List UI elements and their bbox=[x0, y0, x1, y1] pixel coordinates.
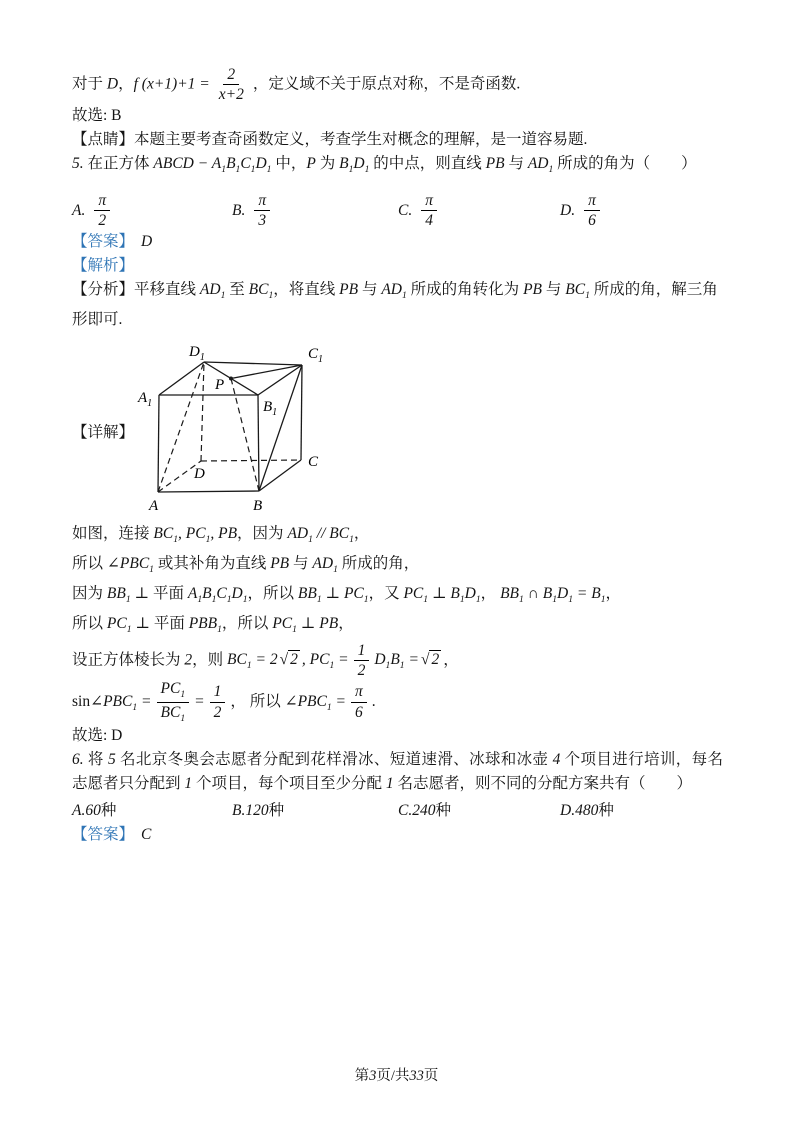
q5-option-c bbox=[398, 192, 560, 230]
q5-analysis: 【分析】平移直线 $AD_1$ 至 $BC_1$，将直线 PB 与 $AD_1$ 所成的角转化为 PB 与 $BC_1$ 所成的角，解三角形即可. bbox=[72, 280, 718, 328]
point-p-dot bbox=[229, 376, 233, 380]
answer-choice-b: 故选: B bbox=[72, 106, 122, 124]
q5-answer-row bbox=[72, 230, 723, 254]
q6-options bbox=[72, 799, 723, 823]
q5-solution-line-1: 如图，连接 $BC_1$, $PC_1$, PB，因为 $AD_1 // BC_1$， bbox=[72, 524, 370, 545]
conclusion-line-d: 对于 D，f (x+1)+1 = $\frac{2}{x+2}$ ，定义域不关于原点对称，不是奇函数. bbox=[72, 66, 521, 104]
q5-solution-line-6: $\sin\angle PBC_1$ = $\frac{PC_1}{BC_1}$ = $\frac{1}{2}$ ， 所以 $\angle PBC_1$ = $\frac{\pi}{6}$ . bbox=[72, 679, 376, 724]
q5-answer-label: 【答案】 bbox=[72, 232, 135, 250]
q5-option-d bbox=[560, 192, 723, 230]
q5-detail-label: 【详解】 bbox=[72, 423, 135, 441]
q5-option-a-fraction: $\frac{\pi}{2}$ bbox=[94, 192, 110, 230]
cube-hidden-edges bbox=[158, 362, 301, 492]
q5-option-b bbox=[232, 192, 398, 230]
q6-answer-label: 【答案】 bbox=[72, 826, 135, 844]
q6-option-b: B. 120 种 bbox=[232, 802, 285, 820]
q5-stem: 5. 在正方体 ABCD − $A_1B_1C_1D_1$ 中，P 为 $B_1D_1$ 的中点，则直线 PB 与 $AD_1$ 所成的角为（ ） bbox=[72, 154, 697, 175]
q5-options bbox=[72, 192, 723, 230]
figure-label-d: D bbox=[194, 465, 205, 482]
figure-label-c: C bbox=[308, 453, 319, 470]
q6-option-d: D. 480 种 bbox=[560, 802, 614, 820]
page-footer: 第3页/共33页 bbox=[354, 1068, 439, 1084]
q5-option-d-label: D. bbox=[560, 201, 576, 219]
q6-option-a: A. 60 种 bbox=[72, 802, 117, 820]
figure-label-b1: $B_1$ bbox=[263, 398, 278, 418]
q5-option-a-label: A. bbox=[72, 201, 86, 219]
q5-option-b-fraction: $\frac{\pi}{3}$ bbox=[254, 192, 270, 230]
q6-answer-value: C bbox=[141, 826, 152, 844]
q5-option-c-label: C. bbox=[398, 201, 413, 219]
q5-choice: 故选: D bbox=[72, 727, 123, 745]
cube-solid-edges bbox=[158, 362, 302, 492]
tip-note: 【点睛】本题主要考查奇函数定义，考查学生对概念的理解，是一道容易题. bbox=[72, 130, 588, 148]
q5-solution-line-2: 所以 $\angle PBC_1$ 或其补角为直线 PB 与 $AD_1$ 所成的角， bbox=[72, 554, 420, 575]
q5-option-d-fraction: $\frac{\pi}{6}$ bbox=[584, 192, 600, 230]
figure-label-a1: $A_1$ bbox=[138, 389, 153, 409]
q5-solution-line-4: 所以 $PC_1$ ⊥ 平面 $PBB_1$，所以 $PC_1$ ⊥ PB， bbox=[72, 614, 354, 635]
figure-label-p: P bbox=[215, 376, 225, 393]
q6-answer-row bbox=[72, 823, 723, 847]
q5-analysis-header: 【解析】 bbox=[72, 256, 135, 274]
q5-detail-row bbox=[72, 340, 723, 522]
q5-option-c-fraction: $\frac{\pi}{4}$ bbox=[421, 192, 437, 230]
q5-answer-value: D bbox=[141, 232, 153, 250]
figure-label-a: A bbox=[149, 497, 159, 514]
q5-option-a bbox=[72, 192, 232, 230]
figure-label-b: B bbox=[253, 497, 263, 514]
cube-figure bbox=[126, 340, 426, 522]
figure-label-d1: $D_1$ bbox=[189, 343, 205, 363]
q5-solution-line-5: 设正方体棱长为 2，则 $BC_1 = 2$ √ 2 , $PC_1$ = $\frac{1}{2}$ $D_1B_1$ = √ 2 ， bbox=[72, 642, 459, 680]
q5-option-b-label: B. bbox=[232, 201, 246, 219]
q6-stem: 6. 将 5 名北京冬奥会志愿者分配到花样滑冰、短道速滑、冰球和冰壶 4 个项目进行培训，每名志愿者只分配到 1 个项目，每个项目至少分配 1 名志愿者，则不同的分配方案共有（ ） bbox=[72, 751, 723, 793]
q5-solution-line-3: 因为 $BB_1$ ⊥ 平面 $A_1B_1C_1D_1$，所以 $BB_1$ ⊥ $PC_1$，又 $PC_1$ ⊥ $B_1D_1$， $BB_1$ ∩ $B_1D_1 = B_1$， bbox=[72, 584, 622, 605]
figure-label-c1: $C_1$ bbox=[308, 345, 324, 365]
q6-option-c: C. 240 种 bbox=[398, 802, 451, 820]
